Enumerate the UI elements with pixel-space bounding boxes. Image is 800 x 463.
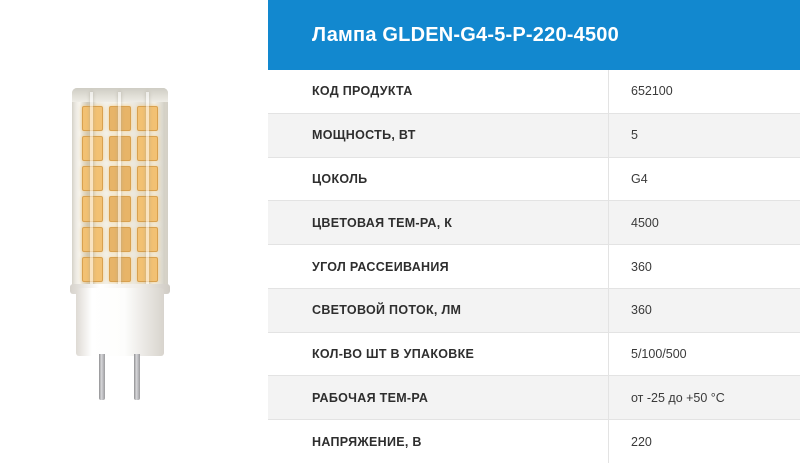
spec-label: ЦОКОЛЬ: [312, 171, 368, 186]
glass-rib: [118, 92, 121, 288]
table-row: [268, 289, 800, 333]
product-image-panel: [0, 0, 268, 463]
table-row: [268, 158, 800, 202]
table-row: [268, 245, 800, 289]
g4-pin: [99, 354, 105, 400]
spec-value: 220: [608, 420, 800, 463]
spec-value: 5: [608, 114, 800, 157]
table-row: [268, 333, 800, 377]
title-bar: [268, 0, 800, 70]
spec-value: 5/100/500: [608, 333, 800, 376]
spec-label: НАПРЯЖЕНИЕ, В: [312, 434, 422, 449]
glass-rib: [146, 92, 149, 288]
led-bulb-image: [62, 88, 177, 400]
spec-content: [268, 0, 800, 463]
spec-value: 4500: [608, 201, 800, 244]
spec-label: КОД ПРОДУКТА: [312, 84, 413, 99]
spec-table: [268, 70, 800, 463]
table-row: [268, 201, 800, 245]
spec-value: 652100: [608, 70, 800, 113]
table-row: [268, 70, 800, 114]
page-title: Лампа GLDEN-G4-5-P-220-4500: [312, 23, 619, 46]
spec-label: КОЛ-ВО ШТ В УПАКОВКЕ: [312, 347, 475, 362]
spec-label: МОЩНОСТЬ, ВТ: [312, 128, 416, 143]
g4-pin: [134, 354, 140, 400]
bulb-plastic-base: [76, 288, 164, 356]
spec-label: СВЕТОВОЙ ПОТОК, ЛМ: [312, 303, 462, 318]
table-row: [268, 114, 800, 158]
spec-value: от -25 до +50 °С: [608, 376, 800, 419]
table-row: [268, 376, 800, 420]
spec-value: 360: [608, 245, 800, 288]
spec-value: 360: [608, 289, 800, 332]
spec-label: РАБОЧАЯ ТЕМ-РА: [312, 390, 429, 405]
spec-value: G4: [608, 158, 800, 201]
glass-rib: [90, 92, 93, 288]
spec-label: ЦВЕТОВАЯ ТЕМ-РА, К: [312, 215, 453, 230]
spec-label: УГОЛ РАССЕИВАНИЯ: [312, 259, 449, 274]
table-row: [268, 420, 800, 463]
